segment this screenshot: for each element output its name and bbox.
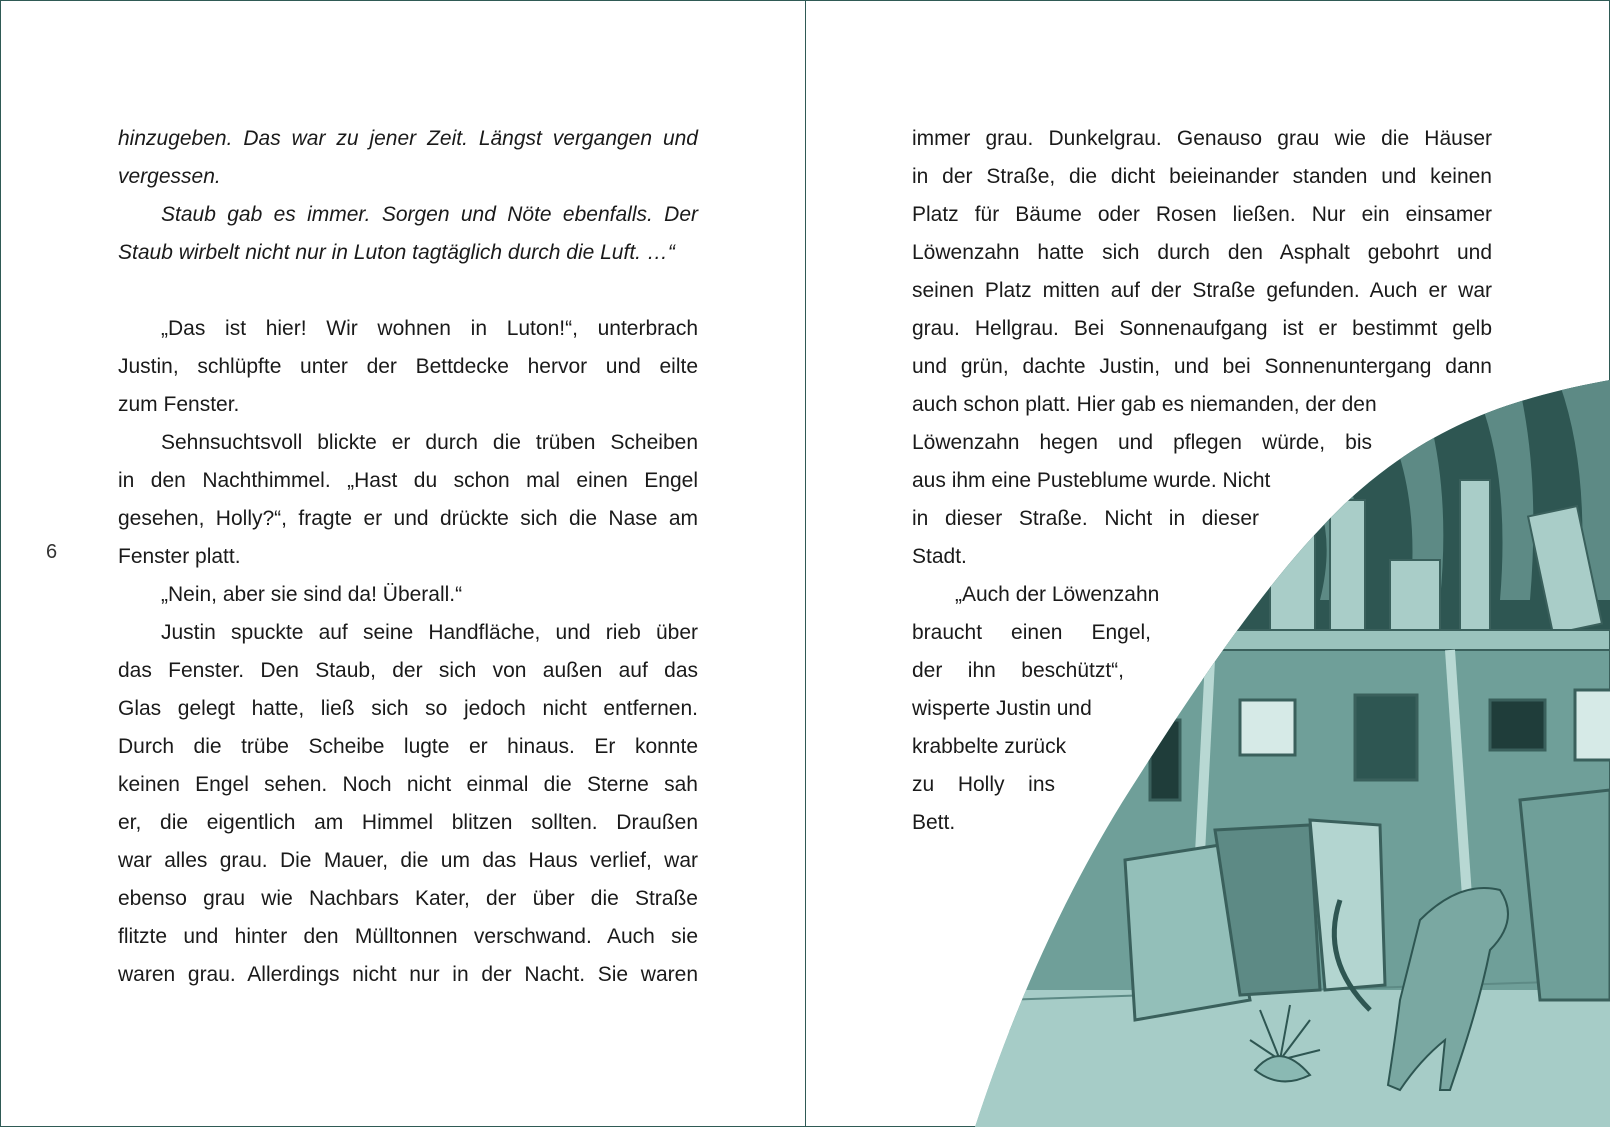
left-text-line: vergessen. [118,165,221,188]
left-text-line: Fenster platt. [118,545,241,568]
left-text-line: Glas gelegt hatte, ließ sich so jedoch nicht entfernen. [118,697,698,720]
left-text-line [118,272,698,310]
right-text-line: Löwenzahn hegen und pflegen würde, bis [912,431,1372,454]
right-text-line: grau. Hellgrau. Bei Sonnenaufgang ist er bestimmt gelb [912,317,1492,340]
right-text-line: der ihn beschützt“, [912,659,1124,682]
right-text-line: wisperte Justin und [912,697,1092,720]
right-text-line: Stadt. [912,545,967,568]
left-text-line: zum Fenster. [118,393,240,416]
left-text-line: in den Nachthimmel. „Hast du schon mal einen Engel [118,469,698,492]
left-text-line: Durch die trübe Scheibe lugte er hinaus. Er konnte [118,735,698,758]
right-text-line: „Auch der Löwenzahn [955,583,1160,606]
left-page-text [118,120,698,994]
right-text-line: Löwenzahn hatte sich durch den Asphalt gebohrt und [912,241,1492,264]
page-number: 6 [46,541,58,563]
left-text-line: das Fenster. Den Staub, der sich von außen auf das [118,659,698,682]
right-page-text [912,120,1492,842]
left-text-line: gesehen, Holly?“, fragte er und drückte sich die Nase am [118,507,698,530]
right-text-line: und grün, dachte Justin, und bei Sonnenuntergang dann [912,355,1492,378]
right-text-line: Bett. [912,811,956,834]
left-text-line: ebenso grau wie Nachbars Kater, der über die Straße [118,887,698,910]
right-text-line: aus ihm eine Pusteblume wurde. Nicht [912,469,1271,492]
left-text-line: waren grau. Allerdings nicht nur in der Nacht. Sie waren [118,963,698,986]
right-text-line: zu Holly ins [912,773,1055,796]
right-text-line: auch schon platt. Hier gab es niemanden, der den [912,393,1377,416]
left-text-line: keinen Engel sehen. Noch nicht einmal die Sterne sah [118,773,698,796]
right-text-line: in der Straße, die dicht beieinander standen und keinen [912,165,1492,188]
left-text-line: war alles grau. Die Mauer, die um das Haus verlief, war [118,849,698,872]
left-text-line: Staub gab es immer. Sorgen und Nöte ebenfalls. Der [161,203,698,226]
left-text-line: flitzte und hinter den Mülltonnen verschwand. Auch sie [118,925,698,948]
left-text-line: Justin, schlüpfte unter der Bettdecke hervor und eilte [118,355,698,378]
left-text-line: Sehnsuchtsvoll blickte er durch die trüben Scheiben [161,431,698,454]
right-text-line: seinen Platz mitten auf der Straße gefunden. Auch er war [912,279,1492,302]
right-text-line: in dieser Straße. Nicht in dieser [912,507,1259,530]
right-text-line: braucht einen Engel, [912,621,1151,644]
left-text-line: er, die eigentlich am Himmel blitzen sollten. Draußen [118,811,698,834]
left-text-line: Justin spuckte auf seine Handfläche, und rieb über [161,621,698,644]
right-text-line: immer grau. Dunkelgrau. Genauso grau wie die Häuser [912,127,1492,150]
left-text-line: hinzugeben. Das war zu jener Zeit. Längst vergangen und [118,127,698,150]
right-text-line: krabbelte zurück [912,735,1067,758]
right-text-line: Platz für Bäume oder Rosen ließen. Nur ein einsamer [912,203,1492,226]
left-text-line: „Das ist hier! Wir wohnen in Luton!“, unterbrach [161,317,698,340]
left-text-line: Staub wirbelt nicht nur in Luton tagtäglich durch die Luft. …“ [118,241,675,264]
left-text-line: „Nein, aber sie sind da! Überall.“ [161,583,463,606]
